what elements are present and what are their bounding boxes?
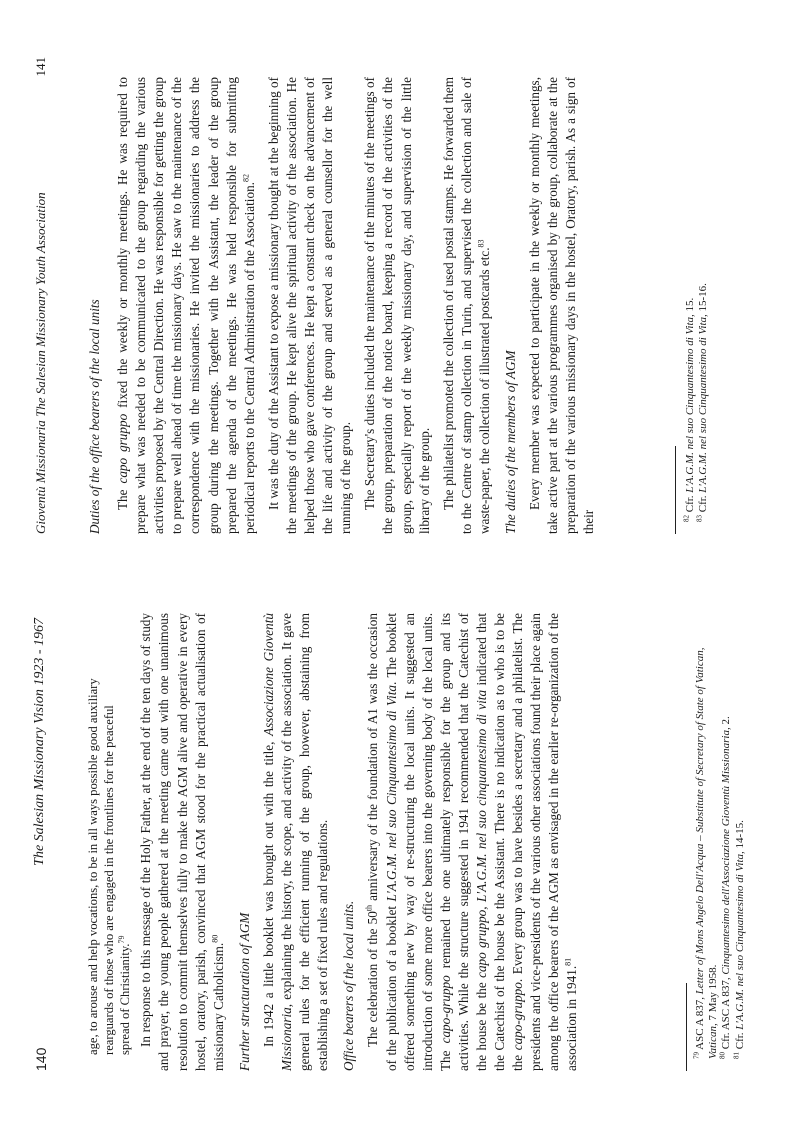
section-heading: The duties of the members of AGM <box>502 350 518 534</box>
footnote: $^{80}$ Cfr. ASC A 837, Cinquantesimo dell'Associazione Gioventù Missionaria, 2. <box>718 716 733 1059</box>
footnote-ref: 79 <box>116 935 126 944</box>
section-heading: Office bearers of the local units. <box>341 900 357 1071</box>
page-number: 141 <box>33 57 48 77</box>
running-title: Gioventù Missionaria The Salesian Missionary Youth Association <box>33 192 48 534</box>
section-heading: Duties of the office bearers of the local units <box>87 299 102 534</box>
footnote: $^{82}$ Cfr. L'A.G.M. nel suo Cinquantesimo di Vita, 15. <box>682 297 696 522</box>
footnote-ref: 80 <box>210 934 220 943</box>
footnotes <box>694 611 747 1071</box>
footnote: $^{81}$ Cfr. L'A.G.M. nel suo Cinquantesimo di Vita, 14-15. <box>731 820 746 1059</box>
paragraph: It was the duty of the Assistant to expose a missionary thought at the beginning of the meetings of the group. He kept alive the spiritual activity of the association. He helped those who gave conferences. He kept a constant check on the advancement of the life and activity of the group and served as a general counsellor for the well running of the group. <box>265 77 354 534</box>
left-page <box>0 562 793 1123</box>
paragraph: The capo gruppo fixed the weekly or monthly meetings. He was required to prepare what was needed to be communicated to the group regarding the various activities proposed by the Central Direction. He was responsible for getting the group to prepare well ahead of time the missionary days. He saw to the maintenance of the correspondence with the missionaries. He invited the missionaries to address the group during the meetings. Together with the Assistant, the leader of the group prepared the agenda of the meetings. He was held responsible for submitting periodical reports to the Central Administration of the Association.$^{82}$ <box>115 76 257 534</box>
paragraph: The celebration of the 50th anniversary of the foundation of A1 was the occasion of the publication of a booklet L'A.G.M. nel suo Cinquantesimo di Vita. The booklet offered something new by way of re-structuring the local units. It suggested an introduction of some more office bearers into the governing body of the local units. The capo-gruppo remained the one ultimately responsible for the group and its activities. While the structure suggested in 1941 recommended that the Catechist of the house be the capo gruppo, L'A.G.M. nel suo cinquantesimo di vita indicated that the Catechist of the house be the Assistant. There is no indication as to who is to be the capo-gruppo. Every group was to have besides a secretary and a philatelist. The presidents and vice-presidents of the various other associations found their place again among the office bearers of the AGM as envisaged in the earlier re-organization of the association in 1941.81 <box>365 612 580 1071</box>
page-number: 140 <box>33 1047 49 1071</box>
paragraph: The philatelist promoted the collection of used postal stamps. He forwarded them to the Centre of stamp collection in Turin, and supervised the collection and sale of waste-paper, the collection of illustrated postcards etc.$^{83}$ <box>440 77 492 534</box>
footnote-rule <box>686 983 687 1071</box>
body-text <box>86 613 582 1071</box>
running-title: The Salesian Missionary Vision 1923 - 1967 <box>32 618 47 866</box>
body-text <box>86 77 598 534</box>
footnote-rule <box>675 446 676 534</box>
footnote: $^{79}$ ASC A 837, Letter of Mons Angelo Dell'Acqua – Substitute of Secretary of State of Vatican, Vatican, 7 May 1958. <box>692 647 720 1059</box>
paragraph: Every member was expected to participate in the weekly or monthly meetings, take active part at the various programmes organised by the group, collaborate at the preparation of the various missionary days in the hostel, Oratory, parish. As a sign of their <box>527 77 597 534</box>
section-heading: Further structuration of AGM <box>236 912 252 1071</box>
footnote: $^{83}$ Cfr. L'A.G.M. nel suo Cinquantesimo di Vita, 15-16. <box>695 283 710 522</box>
footnote-ref: 82 <box>241 174 251 183</box>
footnotes <box>684 74 710 534</box>
paragraph: The Secretary's duties included the maintenance of the minutes of the meetings of the group, preparation of the notice board, keeping a record of the activities of the group, especially report of the weekly missionary day, and supervision of the little library of the group. <box>362 77 432 534</box>
paragraph: In response to this message of the Holy Father, at the end of the ten days of study and prayer, the young people gathered at the meeting came out with one unanimous resolution to commit themselves fully to make the AGM alive and operative in every hostel, oratory, parish, convinced that AGM stood for the practical actualisation of missionary Catholicism.$^{80}$ <box>138 613 226 1071</box>
footnote-ref: 83 <box>476 239 486 248</box>
footnote-ref: 81 <box>564 957 574 966</box>
paragraph: In 1942 a little booklet was brought out with the title, Associazione Gioventù Missionaria, explaining the history, the scope, and activity of the association. It gave general rules for the efficient running of the group, however, abstaining from establishing a set of fixed rules and regulations. <box>260 613 331 1071</box>
block-quote: age, to arouse and help vocations, to be in all ways possible good auxiliary rearguards of those who are engaged in the frontlines for the peaceful spread of Christianity.$^{79}$ <box>86 678 132 1055</box>
